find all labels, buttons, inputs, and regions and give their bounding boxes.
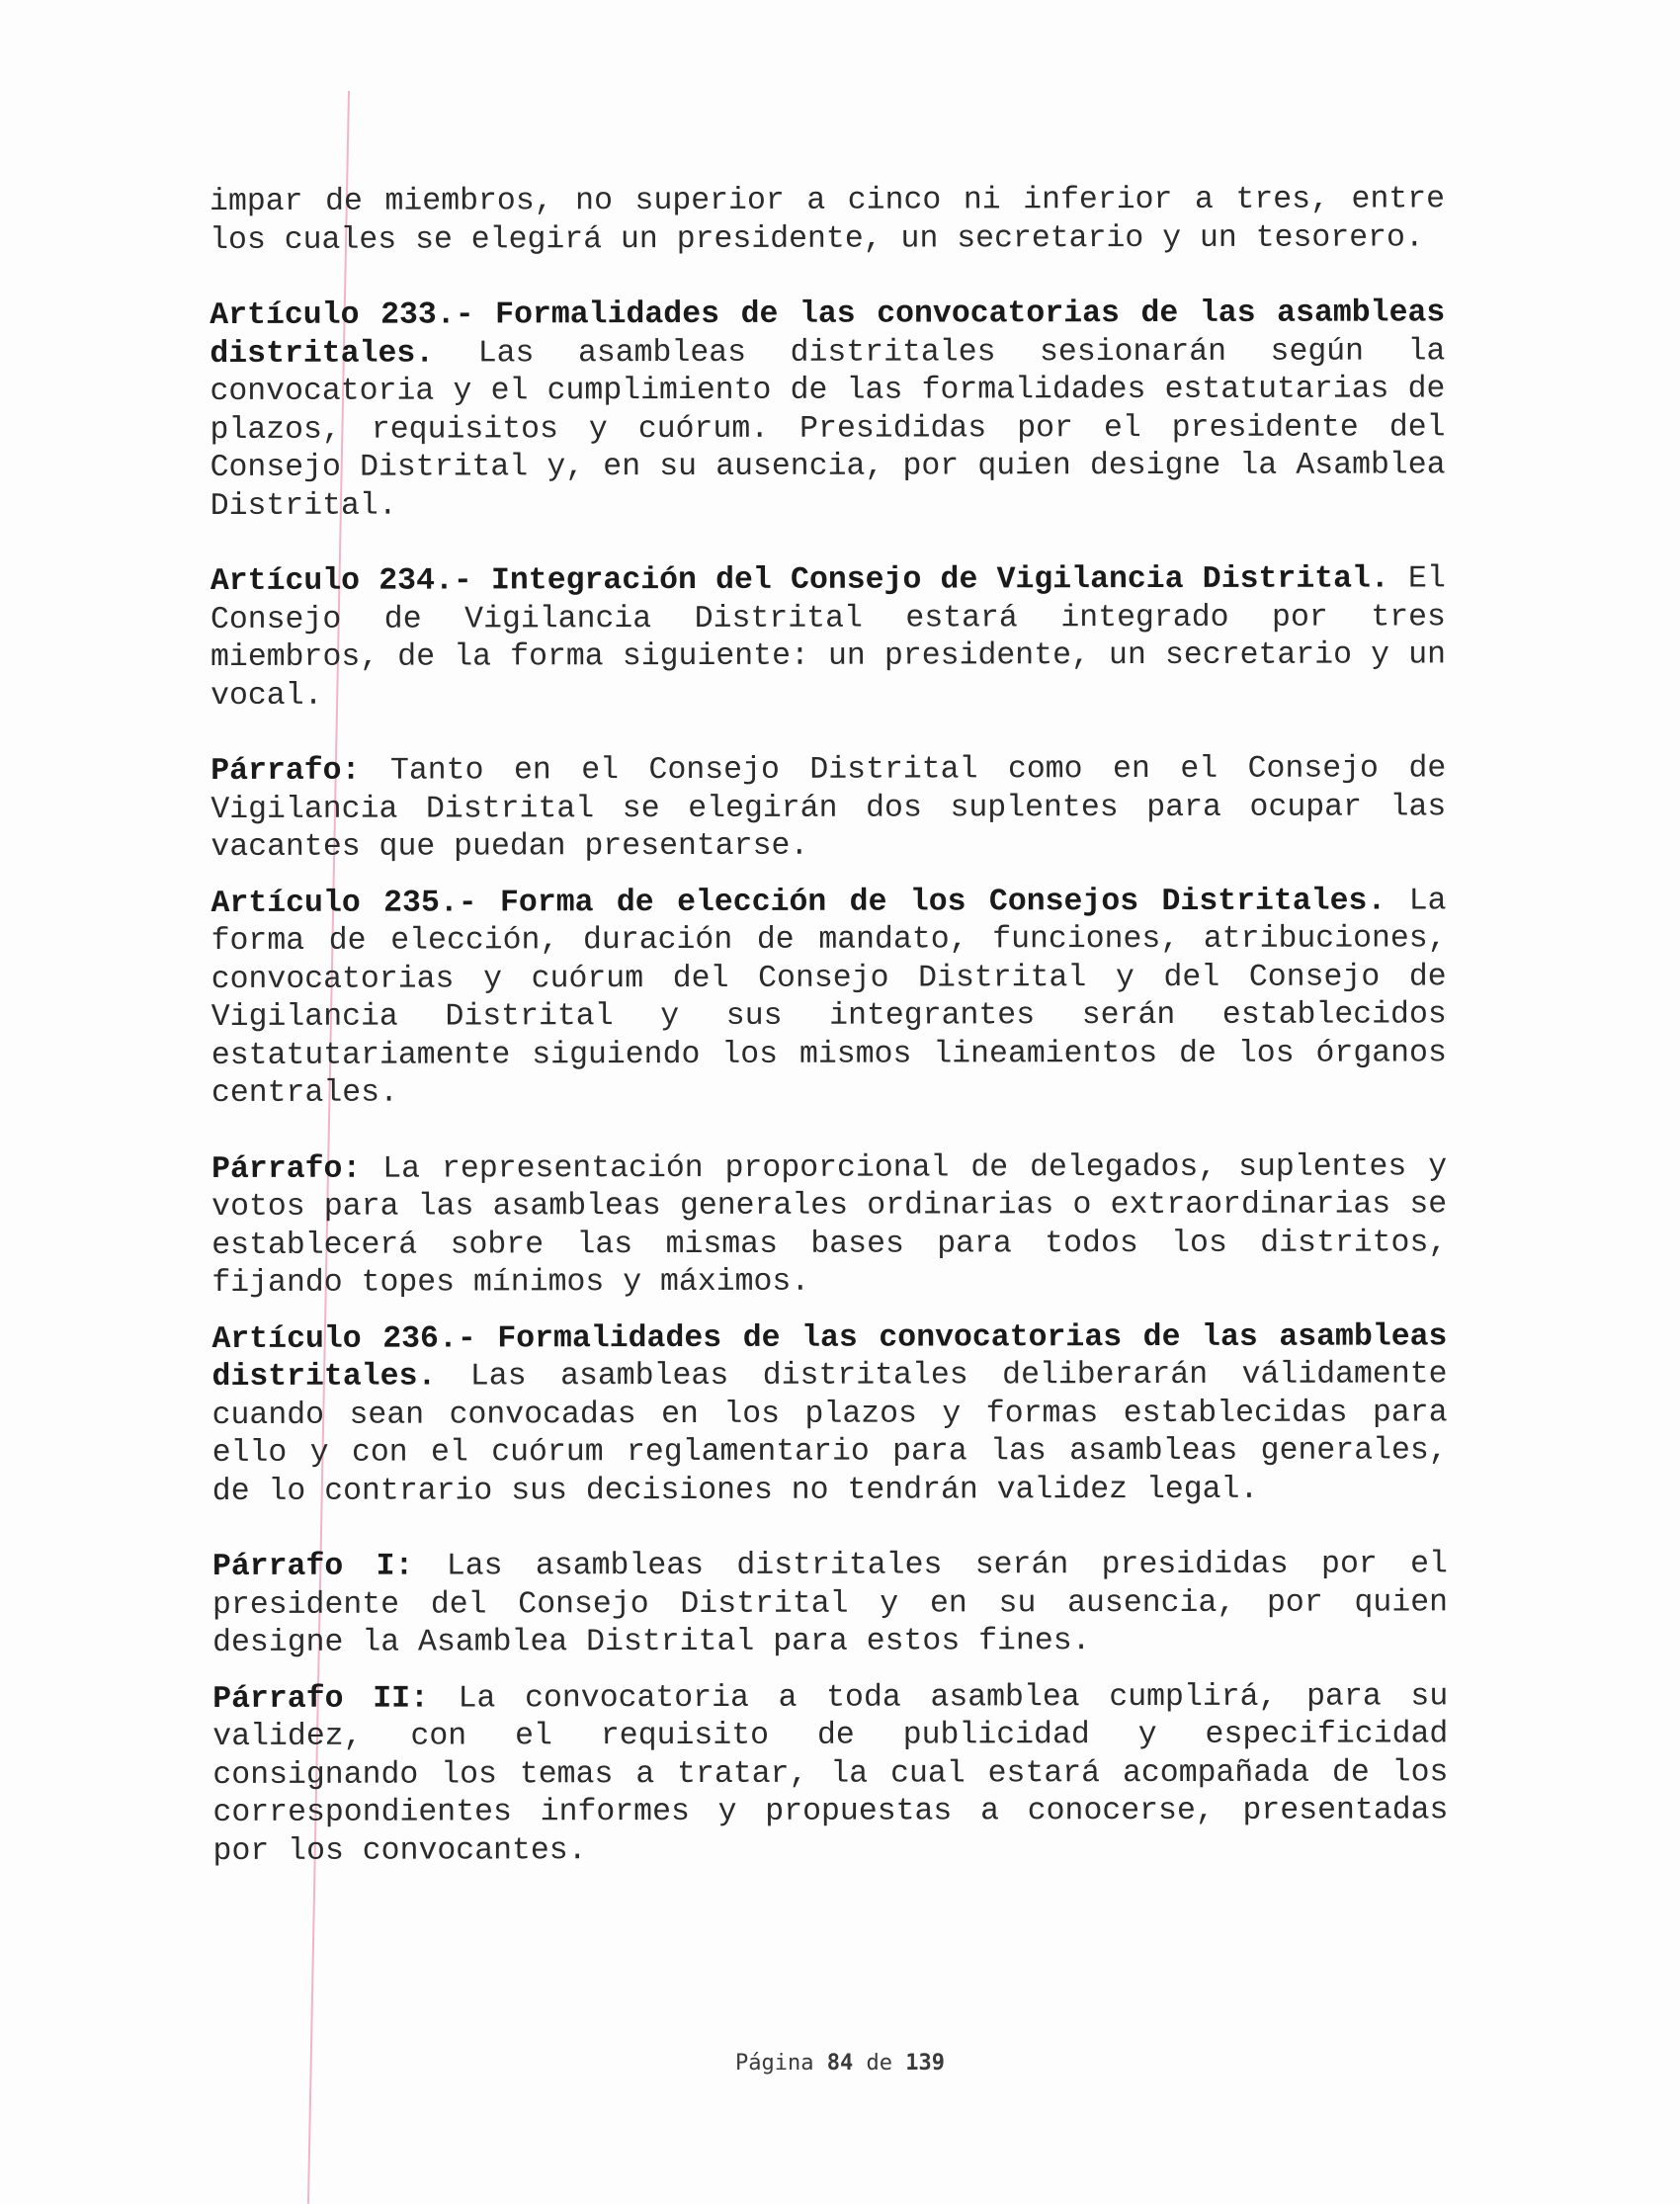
page-number: 84 <box>826 2051 854 2076</box>
paragraph-text: La convocatoria a toda asamblea cumplirá, para su validez, con el requisito de publicidad y especificidad consignando los temas a tratar, la cual estará acompañada de los correspondientes informes y propuestas a conocerse, presentadas por los convocantes. <box>212 1678 1449 1869</box>
page-footer <box>0 2051 1680 2076</box>
article-233 <box>210 295 1445 526</box>
article-text: La forma de elección, duración de mandato, funciones, atribuciones, convocatorias y cuórum del Consejo Distrital y del Consejo de Vigilancia Distrital y sus integrantes serán establecidos estatutariamente siguiendo los mismos lineamientos de los órganos centrales. <box>210 883 1447 1111</box>
paragraph-text: Tanto en el Consejo Distrital como en el Consejo de Vigilancia Distrital se elegirán dos suplentes para ocupar las vacantes que puedan presentarse. <box>210 751 1447 865</box>
footer-prefix: Página <box>735 2051 814 2076</box>
footer-middle: de <box>866 2051 892 2076</box>
article-235 <box>210 883 1446 1114</box>
paragraph-236-i <box>212 1546 1448 1662</box>
paragraph-heading: Párrafo II: <box>212 1681 429 1717</box>
article-heading: Artículo 233.- Formalidades de las convocatorias de las asambleas distritales. <box>210 296 1446 372</box>
article-text: El Consejo de Vigilancia Distrital estará integrado por tres miembros, de la forma siguiente: un presidente, un secretario y un vocal. <box>210 561 1447 714</box>
article-heading: Artículo 235.- Forma de elección de los Consejos Distritales. <box>210 884 1386 921</box>
page-total: 139 <box>905 2051 945 2076</box>
article-heading: Artículo 234.- Integración del Consejo de Vigilancia Distrital. <box>210 561 1389 599</box>
paragraph-text: Las asambleas distritales serán presididas por el presidente del Consejo Distrital y en su ausencia, por quien designe la Asamblea Distrital para estos fines. <box>211 1547 1449 1660</box>
paragraph-continuation: impar de miembros, no superior a cinco ni inferior a tres, entre los cuales se elegirá un presidente, un secretario y un tesorero. <box>210 182 1446 258</box>
article-234 <box>210 560 1446 716</box>
paragraph-236-ii <box>212 1678 1448 1871</box>
paragraph-heading: Párrafo: <box>211 1151 362 1187</box>
article-text: Las asambleas distritales deliberarán válidamente cuando sean convocadas en los plazos y formas establecidas para ello y con el cuórum reglamentario para las asambleas generales, de lo contrario sus decisiones no tendrán validez legal. <box>211 1357 1448 1509</box>
paragraph-heading: Párrafo: <box>210 753 361 789</box>
document-body <box>210 181 1449 1871</box>
paragraph-235 <box>211 1148 1447 1304</box>
article-text: Las asambleas distritales sesionarán según la convocatoria y el cumplimiento de las formalidades estatutarias de plazos, requisitos y cuórum. Presididas por el presidente del Consejo Distrital y, en su ausencia, por quien designe la Asamblea Distrital. <box>210 333 1446 524</box>
paragraph-234 <box>210 750 1446 867</box>
paragraph-text: La representación proporcional de delegados, suplentes y votos para las asambleas generales ordinarias o extraordinarias se establecerá sobre las mismas bases para todos los distritos, fijando topes mínimos y máximos. <box>211 1148 1448 1301</box>
article-236 <box>211 1318 1447 1511</box>
article-heading: Artículo 236.- Formalidades de las convocatorias de las asambleas distritales. <box>211 1318 1448 1395</box>
paragraph-heading: Párrafo I: <box>211 1549 414 1584</box>
